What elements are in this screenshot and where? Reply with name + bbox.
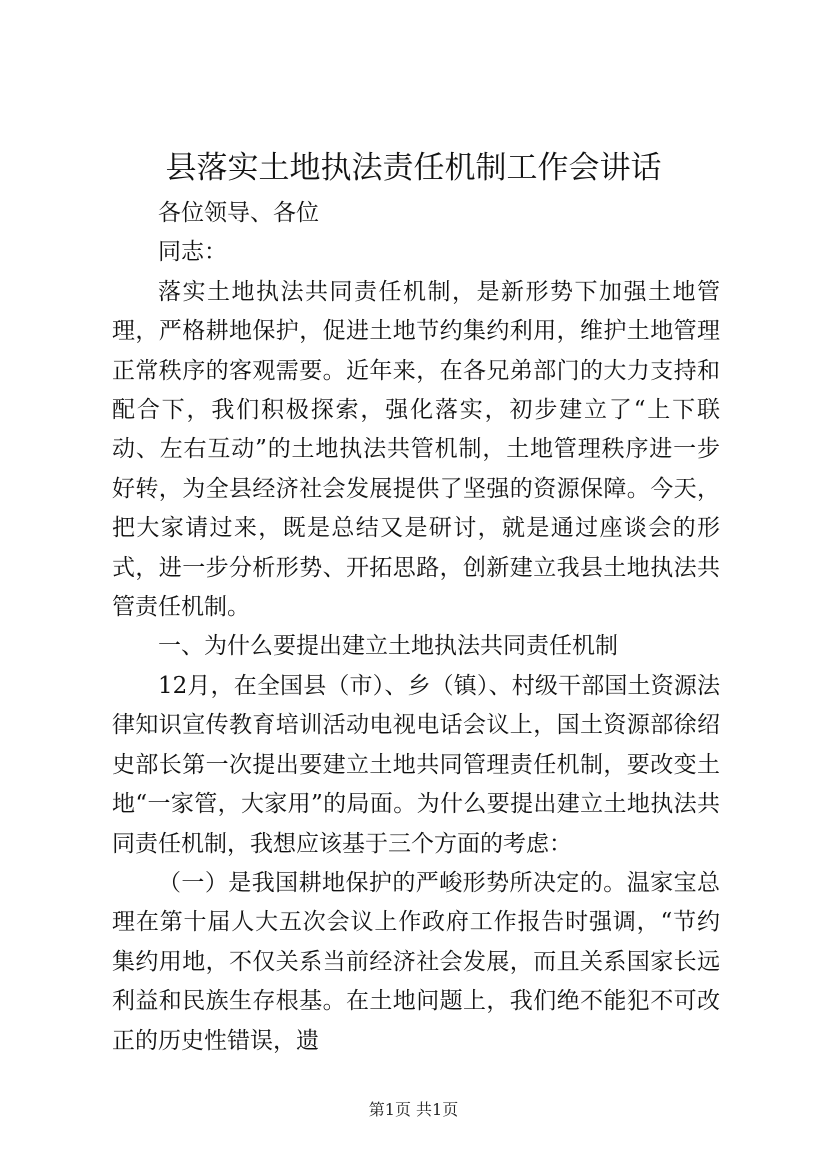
paragraph-background: 12月，在全国县（市）、乡（镇）、村级干部国土资源法律知识宣传教育培训活动电视电话会议上，国土资源部徐绍史部长第一次提出要建立土地共同管理责任机制，要改变土地“一家管，大家用”的局面。为什么要提出建立土地执法共同责任机制，我想应该基于三个方面的考虑： xyxy=(112,672,720,857)
document-title: 县落实土地执法责任机制工作会讲话 xyxy=(165,150,662,186)
salutation-line-1: 各位领导、各位 xyxy=(158,200,319,226)
paragraph-point-1: （一）是我国耕地保护的严峻形势所决定的。温家宝总理在第十届人大五次会议上作政府工作报告时强调，“节约集约用地，不仅关系当前经济社会发展，而且关系国家长远利益和民族生存根基。在土地问题上，我们绝不能犯不可改正的历史性错误，遗 xyxy=(112,869,720,1054)
salutation-line-2: 同志： xyxy=(158,239,227,266)
page-footer: 第1页 共1页 xyxy=(368,1100,459,1119)
paragraph-intro: 落实土地执法共同责任机制，是新形势下加强土地管理，严格耕地保护，促进土地节约集约利用，维护土地管理正常秩序的客观需要。近年来，在各兄弟部门的大力支持和配合下，我们积极探索，强化落实，初步建立了“上下联动、左右互动”的土地执法共管机制，土地管理秩序进一步好转，为全县经济社会发展提供了坚强的资源保障。今天，把大家请过来，既是总结又是研讨，就是通过座谈会的形式，进一步分析形势、开拓思路，创新建立我县土地执法共管责任机制。 xyxy=(112,278,720,621)
document-body xyxy=(112,194,720,1061)
section-heading-1: 一、为什么要提出建立土地执法共同责任机制 xyxy=(158,633,618,660)
